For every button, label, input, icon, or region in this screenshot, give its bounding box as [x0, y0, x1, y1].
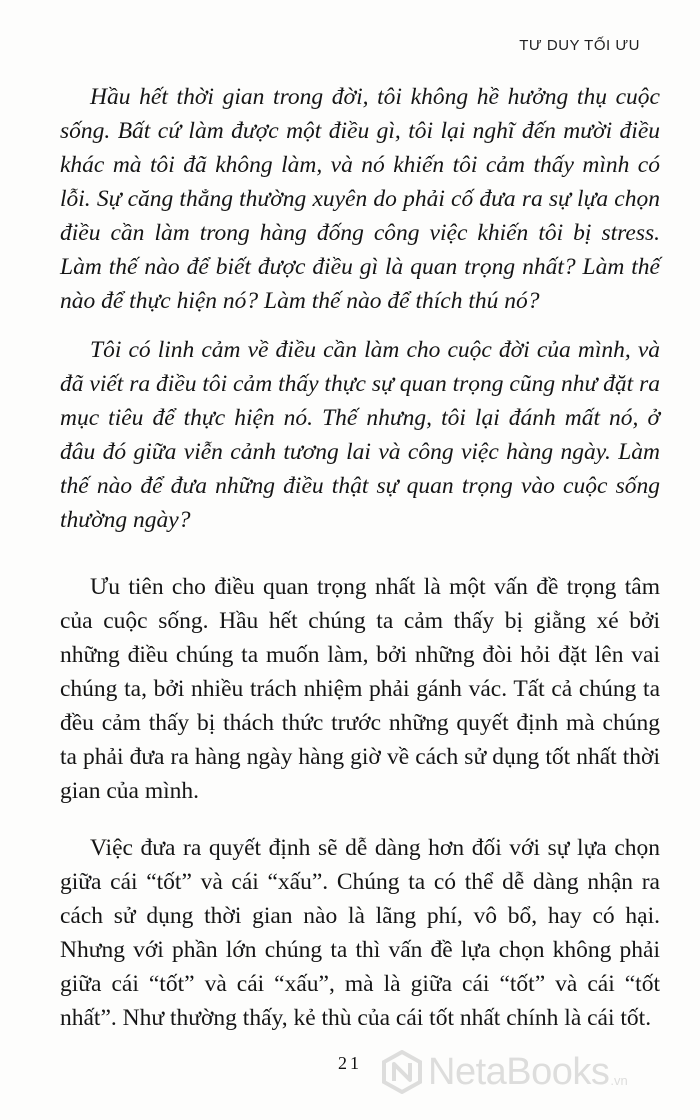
page-number: 21	[338, 1053, 362, 1073]
paragraph-4: Việc đưa ra quyết định sẽ dễ dàng hơn đối với sự lựa chọn giữa cái “tốt” và cái “xấu”. Chúng ta có thể dễ dàng nhận ra cách sử dụng thời gian nào là lãng phí, vô bổ, hay có hại. Nhưng với phần lớn chúng ta thì vấn đề lựa chọn không phải giữa cái “tốt” và cái “xấu”, mà là giữa cái “tốt” và cái “tốt nhất”. Như thường thấy, kẻ thù của cái tốt nhất chính là cái tốt.	[60, 835, 660, 1031]
page-body	[60, 80, 660, 1035]
paragraph-2: Tôi có linh cảm về điều cần làm cho cuộc đời của mình, và đã viết ra điều tôi cảm thấy thực sự quan trọng cũng như đặt ra mục tiêu để thực hiện nó. Thế nhưng, tôi lại đánh mất nó, ở đâu đó giữa viễn cảnh tương lai và công việc hàng ngày. Làm thế nào để đưa những điều thật sự quan trọng vào cuộc sống thường ngày?	[60, 337, 660, 533]
watermark-text: NetaBooks	[428, 1050, 610, 1093]
paragraph-3: Ưu tiên cho điều quan trọng nhất là một vấn đề trọng tâm của cuộc sống. Hầu hết chúng ta cảm thấy bị giằng xé bởi những điều chúng ta muốn làm, bởi những đòi hỏi đặt lên vai chúng ta, bởi nhiều trách nhiệm phải gánh vác. Tất cả chúng ta đều cảm thấy bị thách thức trước những quyết định mà chúng ta phải đưa ra hàng ngày hàng giờ về cách sử dụng tốt nhất thời gian của mình.	[60, 574, 660, 804]
netabooks-watermark	[382, 1046, 628, 1098]
running-header: TƯ DUY TỐI ƯU	[519, 37, 640, 54]
paragraph-1: Hầu hết thời gian trong đời, tôi không hề hưởng thụ cuộc sống. Bất cứ làm được một điều gì, tôi lại nghĩ đến mười điều khác mà tôi đã không làm, và nó khiến tôi cảm thấy mình có lỗi. Sự căng thẳng thường xuyên do phải cố đưa ra sự lựa chọn điều cần làm trong hàng đống công việc khiến tôi bị stress. Làm thế nào để biết được điều gì là quan trọng nhất? Làm thế nào để thực hiện nó? Làm thế nào để thích thú nó?	[60, 84, 660, 314]
watermark-suffix: .vn	[610, 1073, 628, 1088]
netabooks-logo-icon	[382, 1050, 422, 1094]
